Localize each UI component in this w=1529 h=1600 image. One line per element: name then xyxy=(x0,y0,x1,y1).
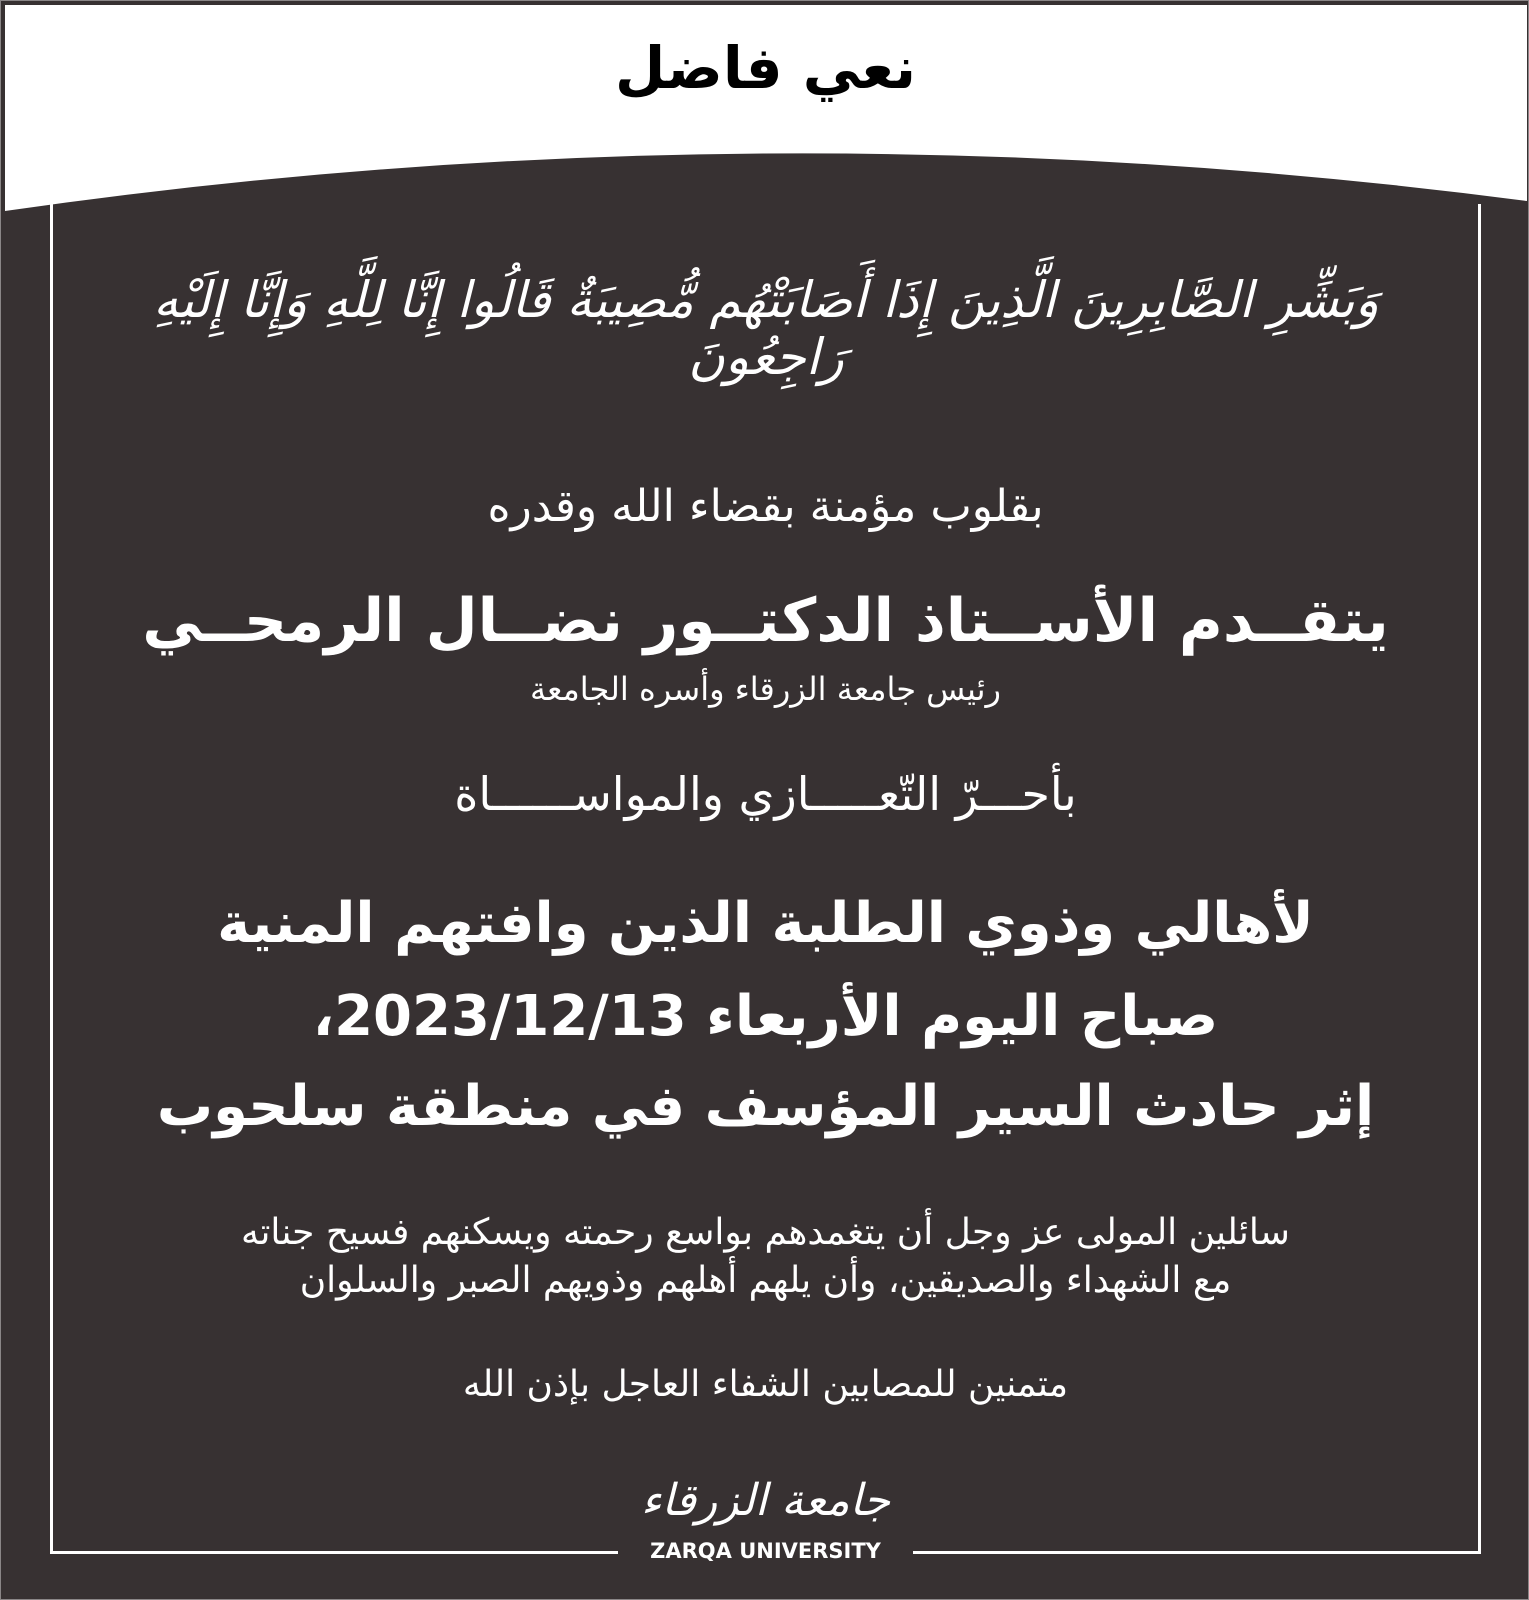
logo-arabic-calligraphy: جامعة الزرقاء xyxy=(640,1475,891,1526)
frame-border-right xyxy=(1478,204,1481,1554)
intro-text: بقلوب مؤمنة بقضاء الله وقدره xyxy=(487,481,1044,532)
wish-text: متمنين للمصابين الشفاء العاجل بإذن الله xyxy=(462,1364,1069,1405)
announcement-location-line: إثر حادث السير المؤسف في منطقة سلحوب xyxy=(156,1074,1375,1139)
announcement-line: لأهالي وذوي الطلبة الذين وافتهم المنية xyxy=(217,891,1314,956)
condolence-text: بأحـــرّ التّعـــــازي والمواســــــاة xyxy=(454,767,1077,821)
logo-wordmark: ZARQA UNIVERSITY xyxy=(650,1539,881,1563)
announcement-date-line: صباح اليوم الأربعاء 2023/12/13، xyxy=(312,984,1219,1049)
presenter-name: يتقــدم الأســتاذ الدكتــور نضــال الرمحــي xyxy=(142,586,1389,656)
presenter-title: رئيس جامعة الزرقاء وأسره الجامعة xyxy=(530,670,1001,708)
frame-border-bottom-left xyxy=(50,1551,618,1554)
university-logo xyxy=(618,1471,913,1571)
quran-verse-calligraphy: وَبَشِّرِ الصَّابِرِينَ الَّذِينَ إِذَا أَصَابَتْهُم مُّصِيبَةٌ قَالُوا إِنَّا لِلَّهِ وَإِنَّا إِلَيْهِ رَاجِعُونَ xyxy=(153,270,1379,386)
page-title: نعي فاضل xyxy=(615,34,916,102)
frame-border-bottom-right xyxy=(913,1551,1481,1554)
frame-border-left xyxy=(50,204,53,1554)
prayer-line: مع الشهداء والصديقين، وأن يلهم أهلهم وذويهم الصبر والسلوان xyxy=(299,1260,1232,1301)
prayer-line: سائلين المولى عز وجل أن يتغمدهم بواسع رحمته ويسكنهم فسيح جناته xyxy=(241,1212,1290,1253)
